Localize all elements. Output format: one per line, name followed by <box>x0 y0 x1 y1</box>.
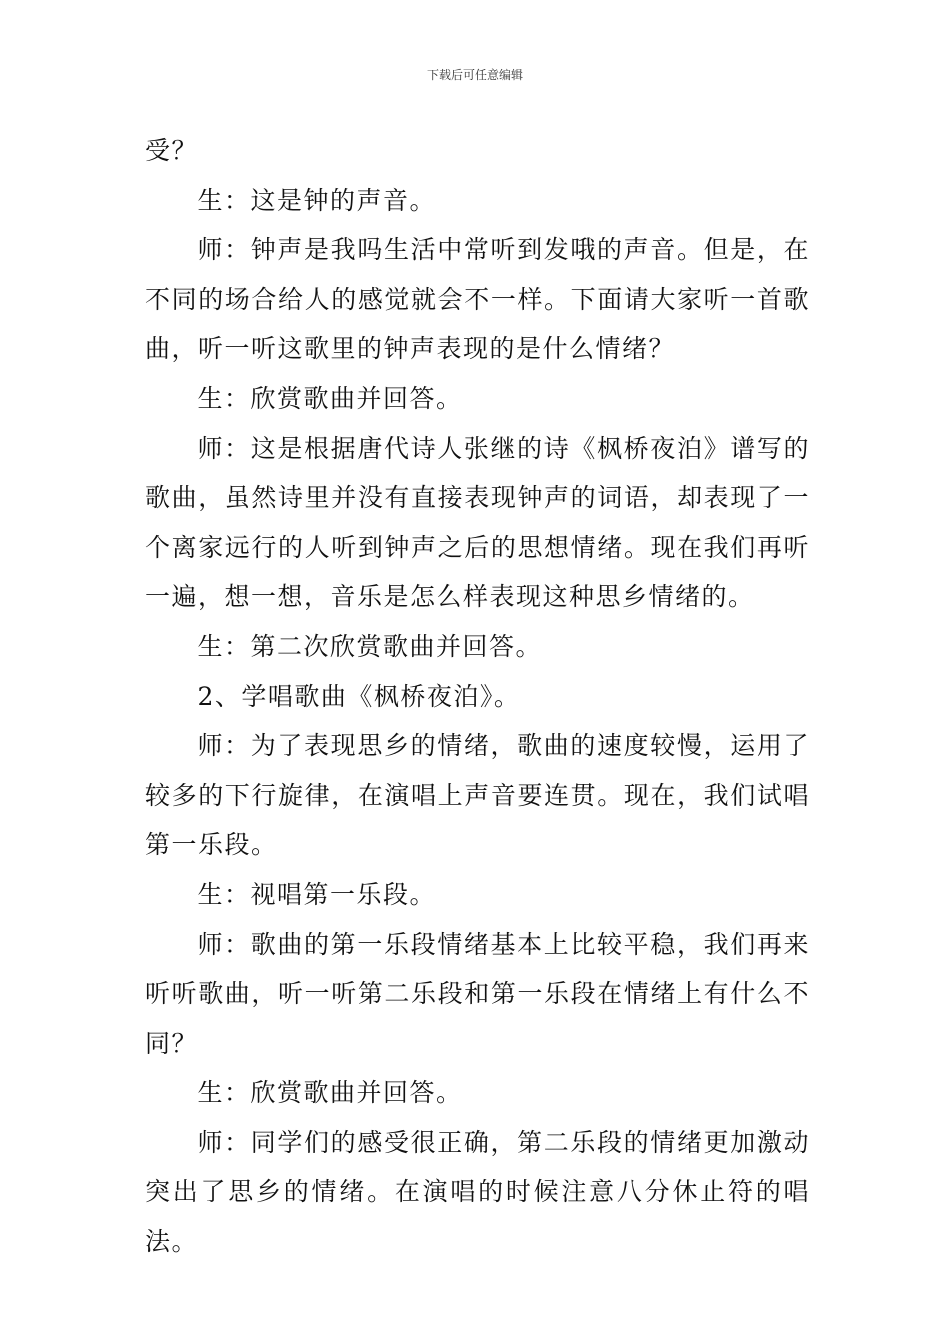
section-heading: 2、学唱歌曲《枫桥夜泊》。 <box>197 681 521 711</box>
paragraph: 生：这是钟的声音。 <box>197 185 437 215</box>
paragraph: 师：钟声是我吗生活中常听到发哦的声音。但是，在不同的场合给人的感觉就会不一样。下面请大家听一首歌曲，听一听这歌里的钟声表现的是什么情绪？ <box>145 235 810 364</box>
paragraph: 生：欣赏歌曲并回答。 <box>197 383 463 413</box>
paragraph: 师：这是根据唐代诗人张继的诗《枫桥夜泊》谱写的歌曲，虽然诗里并没有直接表现钟声的词语，却表现了一个离家远行的人听到钟声之后的思想情绪。现在我们再听一遍，想一想，音乐是怎么样表现这种思乡情绪的。 <box>145 433 810 612</box>
paragraph: 生：欣赏歌曲并回答。 <box>197 1078 463 1108</box>
paragraph: 师：为了表现思乡的情绪，歌曲的速度较慢，运用了较多的下行旋律，在演唱上声音要连贯。现在，我们试唱第一乐段。 <box>145 731 810 860</box>
paragraph: 生：视唱第一乐段。 <box>197 879 437 909</box>
document-body <box>145 126 810 1267</box>
paragraph: 师：同学们的感受很正确，第二乐段的情绪更加激动突出了思乡的情绪。在演唱的时候注意八分休止符的唱法。 <box>145 1127 810 1257</box>
page-header: 下载后可任意编辑 <box>426 68 523 82</box>
paragraph: 受？ <box>145 136 199 165</box>
paragraph: 生：第二次欣赏歌曲并回答。 <box>197 631 543 661</box>
paragraph: 师：歌曲的第一乐段情绪基本上比较平稳，我们再来听听歌曲，听一听第二乐段和第一乐段在情绪上有什么不同？ <box>145 929 810 1058</box>
